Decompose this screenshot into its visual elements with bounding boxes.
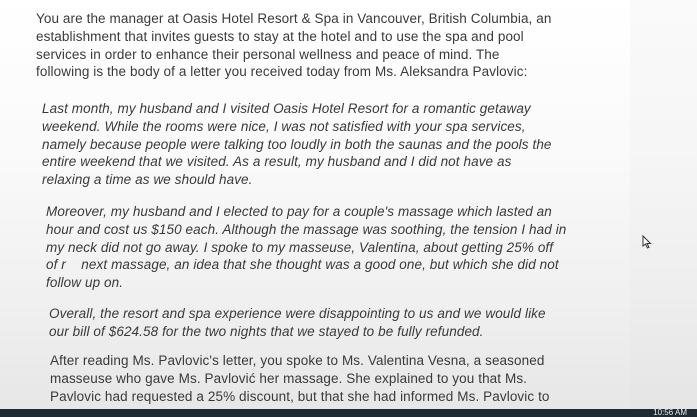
text-line: masseuse who gave Ms. Pavlović her massage. She explained to you that Ms. [50, 370, 528, 386]
text-line: my neck did not go away. I spoke to my masseuse, Valentina, about getting 25% off [46, 239, 554, 255]
text-line: hour and cost us $150 each. Although the massage was soothing, the tension I had in [46, 221, 567, 237]
text-line: weekend. While the rooms were nice, I was not satisfied with your spa services, [42, 118, 526, 134]
text-line: establishment that invites guests to stay at the hotel and to use the spa and pool [36, 28, 524, 44]
letter-paragraph-1 [42, 100, 552, 189]
taskbar-clock[interactable]: 10:56 AM [653, 408, 687, 417]
text-line: follow up on. [46, 275, 124, 291]
text-line: relaxing a time as we should have. [42, 172, 253, 188]
text-line: Overall, the resort and spa experience were disappointing to us and we would like [49, 306, 546, 321]
text-line: Moreover, my husband and I elected to pay for a couple's massage which lasted an [46, 204, 552, 219]
text-line: entire weekend that we visited. As a result, my husband and I did not have as [42, 154, 512, 170]
text-line: Last month, my husband and I visited Oasis Hotel Resort for a romantic getaway [42, 101, 531, 116]
taskbar [0, 409, 697, 417]
text-line: Pavlovic had requested a 25% discount, but that she had informed Ms. Pavlovic to [50, 388, 550, 404]
text-line: namely because people were talking too loudly in both the saunas and the pools the [42, 136, 552, 152]
mouse-pointer-icon [640, 234, 654, 250]
text-line: You are the manager at Oasis Hotel Resort & Spa in Vancouver, British Columbia, an [36, 11, 552, 26]
text-line: following is the body of a letter you received today from Ms. Aleksandra Pavlovic: [36, 64, 528, 80]
intro-paragraph [36, 10, 551, 81]
text-line: services in order to enhance their personal wellness and peace of mind. The [36, 46, 500, 62]
letter-paragraph-3 [49, 305, 546, 341]
text-line: our bill of $624.58 for the two nights that we stayed to be fully refunded. [49, 323, 484, 339]
after-letter-paragraph [50, 352, 550, 405]
letter-paragraph-2 [46, 203, 566, 292]
text-line: After reading Ms. Pavlovic's letter, you spoke to Ms. Valentina Vesna, a seasoned [50, 353, 545, 368]
text-line: of r next massage, an idea that she thought was a good one, but which she did not [46, 257, 559, 273]
